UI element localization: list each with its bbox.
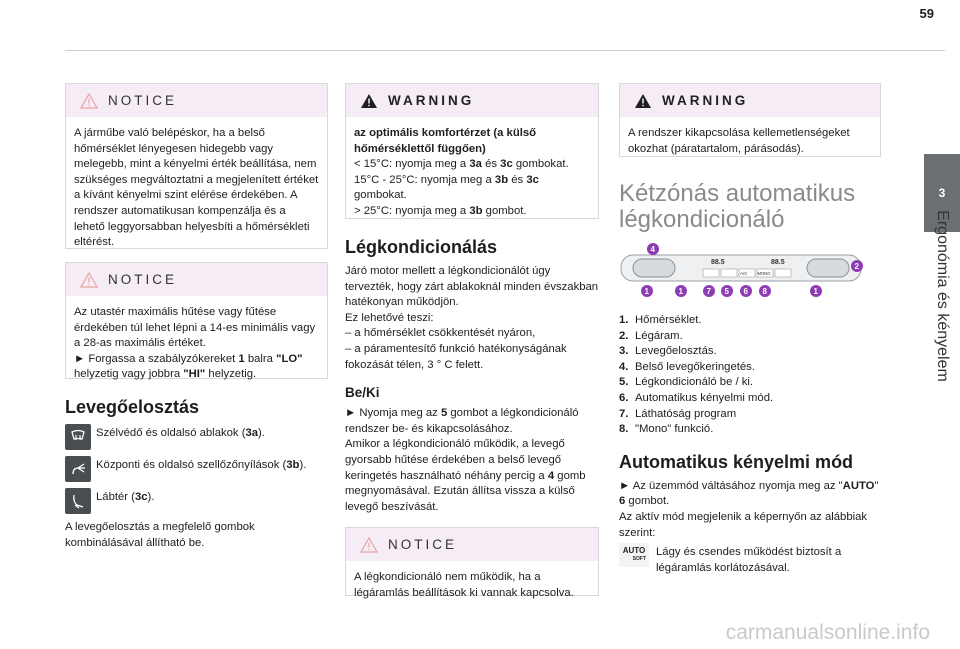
list-item	[619, 329, 881, 345]
text-part: > 25°C: nyomja meg a	[354, 204, 470, 217]
warning-title: WARNING	[662, 93, 749, 108]
item-number: 7.	[619, 407, 629, 420]
page-number: 59	[919, 6, 934, 21]
subsection-heading: Be/Ki	[345, 385, 380, 401]
panel-button	[721, 269, 737, 277]
onoff-section	[345, 385, 599, 515]
callout-7-label: 7	[706, 287, 711, 296]
ac-bullet: – a hőmérséklet csökkentését nyáron,	[345, 327, 536, 340]
climate-control-panel-illustration	[619, 241, 869, 299]
item-number: 2.	[619, 329, 629, 342]
chapter-tab[interactable]: 3	[924, 154, 960, 232]
auto-soft-row	[619, 543, 881, 576]
item-text: "Mono" funkció.	[635, 423, 714, 436]
text-part: gombokat.	[512, 158, 569, 171]
list-item	[619, 344, 881, 360]
notice-box-1	[65, 83, 328, 249]
text-part: és	[508, 173, 527, 186]
notice-header	[66, 263, 327, 296]
header-rule	[65, 50, 945, 51]
item-text: Automatikus kényelmi mód.	[635, 391, 774, 404]
callout-1-label: 1	[678, 287, 683, 296]
watermark: carmanualsonline.info	[725, 621, 930, 644]
text-part: Nyomja meg az	[356, 407, 441, 420]
callout-6-label: 6	[743, 287, 748, 296]
legend-list	[619, 313, 881, 438]
text-part: < 15°C: nyomja meg a	[354, 158, 470, 171]
callout-1-label: 1	[813, 287, 818, 296]
chapter-title: Ergonómia és kényelem	[934, 210, 951, 382]
notice-triangle-icon	[80, 272, 98, 288]
list-item	[619, 422, 881, 438]
air-item	[65, 488, 328, 514]
column-right	[619, 83, 881, 582]
notice-box-2	[65, 262, 328, 379]
text-part: ).	[258, 427, 265, 439]
text-part: gombot a légkondicionáló rendszer be- és kikapcsolásához.	[345, 407, 579, 435]
ref-bold: 3b	[469, 204, 483, 217]
bullet-arrow: ►	[345, 407, 357, 420]
notice-text	[66, 296, 327, 391]
item-number: 5.	[619, 376, 629, 389]
badge-main: AUTO	[622, 546, 646, 556]
ref-bold: 3b	[286, 459, 300, 471]
text-part: Amikor a légkondicionáló működik, a levegő gyorsabb hűtése érdekében a belső levegő keringetés használható néhány percig a	[345, 438, 565, 482]
list-item	[619, 391, 881, 407]
footwell-vent-icon	[65, 488, 91, 514]
ref-bold: 3b	[494, 173, 509, 186]
item-text: Belső levegőkeringetés.	[635, 360, 755, 373]
item-number: 1.	[619, 314, 629, 326]
warning-triangle-icon	[360, 93, 378, 109]
panel-button	[775, 269, 791, 277]
badge-sub: SOFT	[632, 556, 646, 563]
text-part: helyzetig vagy jobbra	[74, 368, 184, 381]
right-knob	[807, 259, 849, 277]
column-left	[65, 83, 328, 551]
section-heading: Légkondicionálás	[345, 237, 498, 257]
notice-box-3	[345, 527, 599, 599]
left-display: 88.5	[711, 259, 725, 266]
ac-section	[345, 237, 599, 373]
text-part: Az üzemmód váltásához nyomja meg az "	[630, 479, 843, 492]
auto-text	[619, 479, 881, 541]
bullet-arrow: ►	[619, 479, 631, 492]
item-text: Légáram.	[635, 329, 683, 342]
callout-5-label: 5	[724, 287, 729, 296]
windscreen-vent-icon	[65, 424, 91, 450]
list-item	[619, 407, 881, 423]
ac-lead: Ez lehetővé teszi:	[345, 311, 434, 324]
text-part: gombot.	[482, 204, 527, 217]
item-text: Láthatóság program	[635, 407, 737, 420]
ref-bold: 1	[238, 352, 245, 365]
text-part: Szélvédő és oldalsó ablakok (	[96, 427, 246, 439]
auto-comfort-section	[619, 452, 881, 577]
item-text: Légkondicionáló be / ki.	[635, 376, 754, 389]
ref-bold: 3c	[134, 491, 148, 503]
notice-header	[346, 528, 598, 561]
panel-button	[703, 269, 719, 277]
notice-text: A légkondicionáló nem működik, ha a légáramlás beállítások ki vannak kapcsolva.	[354, 571, 574, 599]
callout-1-label: 1	[644, 287, 649, 296]
item-text: Levegőelosztás.	[635, 345, 717, 358]
text-part: 15°C - 25°C: nyomja meg a	[354, 173, 495, 186]
left-knob	[633, 259, 675, 277]
air-footer-text: A levegőelosztás a megfelelő gombok kombinálásával állítható be.	[65, 521, 255, 549]
text-part: Forgassa a szabályzókereket	[85, 352, 239, 365]
list-item	[619, 375, 881, 391]
right-display: 88.5	[771, 259, 785, 266]
item-number: 8.	[619, 423, 629, 436]
warning-title: WARNING	[388, 93, 475, 108]
bullet-arrow: ►	[74, 352, 86, 365]
section-heading: Levegőelosztás	[65, 397, 200, 417]
column-middle	[345, 83, 599, 599]
text-part: Központi és oldalsó szellőzőnyílások (	[96, 459, 287, 471]
ref-bold: 5	[440, 407, 448, 420]
ref-bold: 3a	[469, 158, 482, 171]
air-item	[65, 424, 328, 450]
warning-triangle-icon	[634, 93, 652, 109]
text-part: Lábtér (	[96, 491, 135, 503]
item-number: 6.	[619, 391, 629, 404]
callout-8-label: 8	[762, 287, 767, 296]
warning-header	[346, 84, 598, 117]
ac-bullet: – a páramentesítő funkció hatékonyságának fokozását télen, 3 ° C felett.	[345, 342, 567, 371]
text-part: gomb megnyomásával. Ezután állítsa vissza a külső levegő beszívását.	[345, 469, 586, 513]
dual-zone-section	[619, 181, 881, 438]
notice-title: NOTICE	[388, 537, 458, 553]
item-text: Hőmérséklet.	[635, 314, 702, 326]
ref-bold: AUTO	[842, 479, 875, 492]
text-part: gombot.	[625, 495, 670, 508]
ac-button-label: A/C	[740, 271, 748, 276]
air-item	[65, 456, 328, 482]
text-part: ).	[147, 491, 155, 503]
item-number: 4.	[619, 360, 629, 373]
text-part: balra	[244, 352, 277, 365]
auto-soft-badge-icon	[619, 543, 649, 567]
list-item	[619, 313, 881, 329]
ref-bold: 3a	[245, 427, 259, 439]
warning-text	[346, 117, 598, 228]
notice-triangle-icon	[360, 537, 378, 553]
text-part: gombokat.	[354, 189, 407, 202]
notice-header	[66, 84, 327, 117]
onoff-text	[345, 406, 599, 515]
warning-box	[345, 83, 599, 219]
text-part: Az aktív mód megjelenik a képernyőn az alábbiak szerint:	[619, 510, 868, 539]
notice-text-1: Az utastér maximális hűtése vagy fűtése érdekében túl lehet lépni a 14-es minimális vagy a 28-as maximális értéket.	[74, 306, 316, 350]
auto-soft-text: Lágy és csendes működést biztosít a légáramlás korlátozásával.	[656, 546, 842, 574]
warning-box	[619, 83, 881, 157]
ref-bold: "LO"	[276, 352, 303, 365]
warning-header	[620, 84, 880, 117]
text-part: és	[481, 158, 501, 171]
ref-bold: 4	[547, 469, 555, 482]
notice-text: A járműbe való belépéskor, ha a belső hőmérséklet lényegesen hidegebb vagy melegebb, mint a kényelmi érték beállítása, nem szükséges megváltoztatni a megjelenített értéket a kívánt kényelmi szint elérése érdekében. A rendszer automatikusan kompenzálja és a lehető leggyorsabban helyesbíti a hőmérsékleti eltérést.	[74, 127, 319, 249]
face-vent-icon	[65, 456, 91, 482]
section-heading: Automatikus kényelmi mód	[619, 451, 854, 472]
text-part: "	[874, 479, 879, 492]
warning-text: A rendszer kikapcsolása kellemetlenségeket okozhat (páratartalom, párásodás).	[628, 127, 850, 155]
callout-2-label: 2	[854, 262, 859, 271]
ref-bold: 3c	[500, 158, 513, 171]
text-part: ).	[299, 459, 307, 471]
ref-bold: 3c	[526, 173, 539, 186]
mono-button-label: MONO	[757, 271, 771, 276]
list-item	[619, 360, 881, 376]
section-title: Kétzónás automatikus légkondicionáló	[619, 180, 856, 233]
air-distribution-section	[65, 397, 328, 551]
callout-4-label: 4	[650, 245, 655, 254]
notice-title: NOTICE	[108, 272, 178, 287]
item-number: 3.	[619, 345, 629, 358]
notice-title: NOTICE	[108, 93, 178, 108]
ref-bold: "HI"	[183, 368, 206, 381]
ref-bold: 6	[619, 495, 626, 508]
ac-text: Járó motor mellett a légkondicionálót úgy tervezték, hogy zárt ablakoknál minden évszakban hatékonyan működjön.	[345, 265, 599, 309]
notice-triangle-icon	[80, 93, 98, 109]
text-part: helyzetig.	[205, 368, 257, 381]
warning-lead: az optimális komfortérzet (a külső hőmérséklettől függően)	[354, 127, 537, 155]
